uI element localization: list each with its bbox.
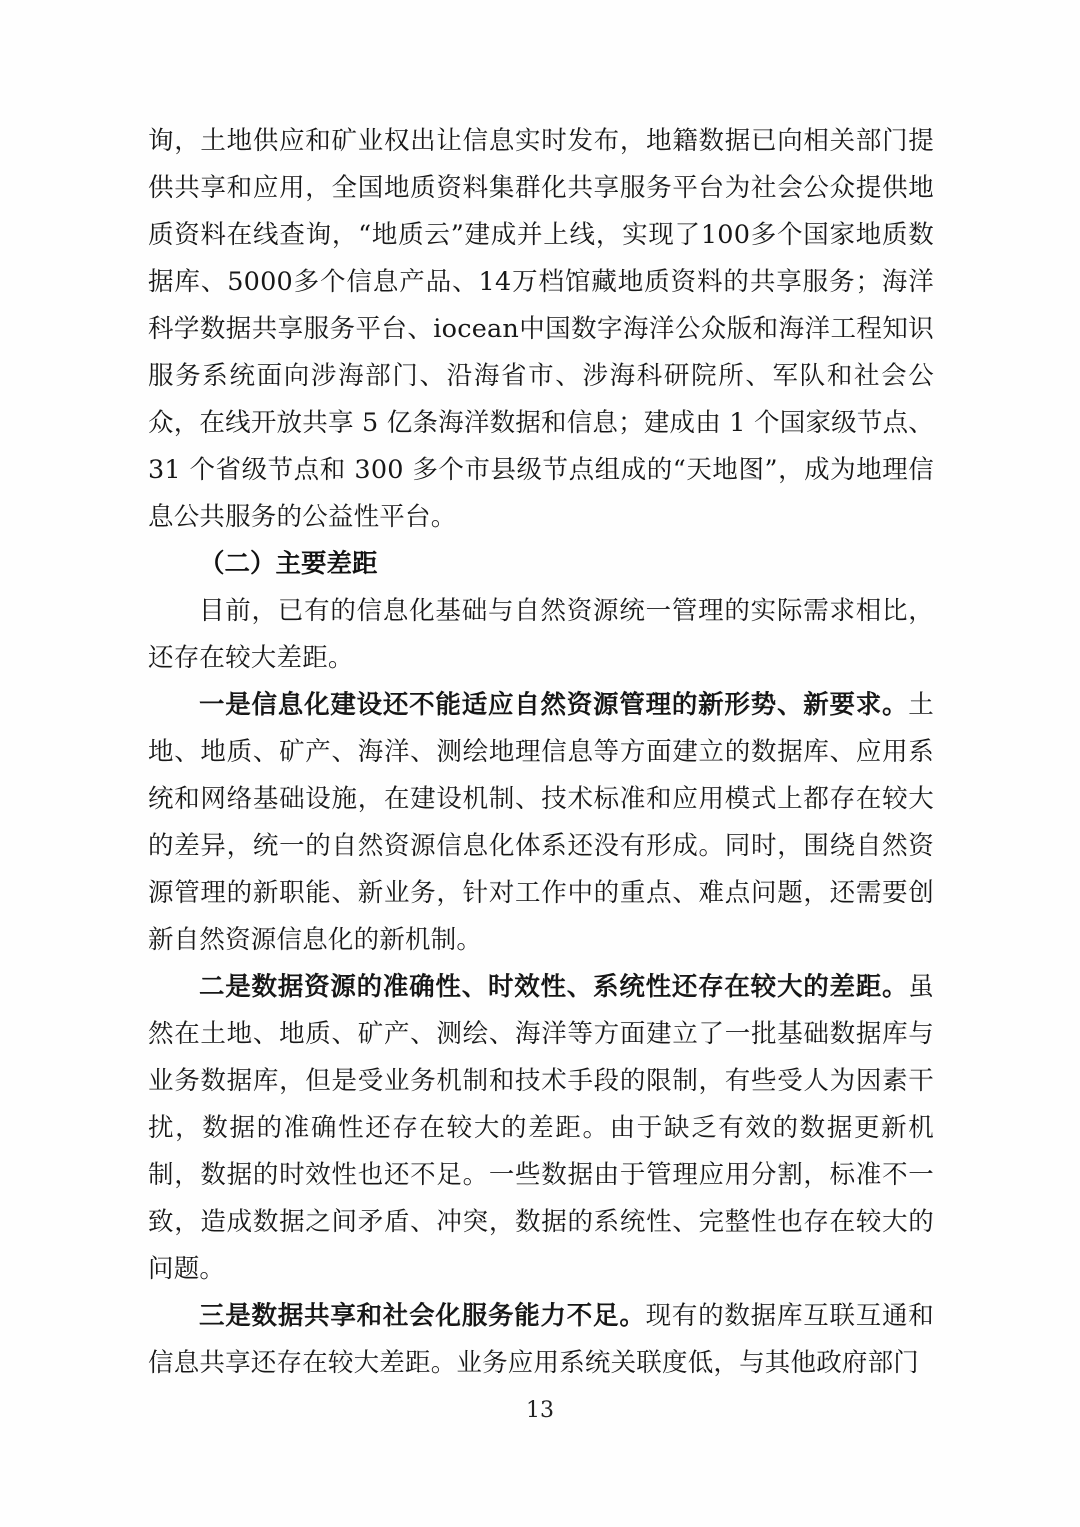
paragraph-point-two-body: 虽然在土地、地质、矿产、测绘、海洋等方面建立了一批基础数据库与业务数据库，但是受业务机制和技术手段的限制，有些受人为因素干扰，数据的准确性还存在较大的差距。由于缺乏有效的数据更新机制，数据的时效性也还不足。一些数据由于管理应用分割，标准不一致，造成数据之间矛盾、冲突，数据的系统性、完整性也存在较大的问题。 <box>148 972 934 1284</box>
paragraph-continued: 询，土地供应和矿业权出让信息实时发布，地籍数据已向相关部门提供共享和应用，全国地质资料集群化共享服务平台为社会公众提供地质资料在线查询，“地质云”建成并上线，实现了100多个国家地质数据库、5000多个信息产品、14万档馆藏地质资料的共享服务；海洋科学数据共享服务平台、iocean中国数字海洋公众版和海洋工程知识服务系统面向涉海部门、沿海省市、涉海科研院所、军队和社会公众，在线开放共享 5 亿条海洋数据和信息；建成由 1 个国家级节点、31 个省级节点和 300 多个市县级节点组成的“天地图”，成为地理信息公共服务的公益性平台。 <box>148 126 934 532</box>
paragraph-intro: 目前，已有的信息化基础与自然资源统一管理的实际需求相比，还存在较大差距。 <box>148 596 934 673</box>
paragraph-point-one-lead: 一是信息化建设还不能适应自然资源管理的新形势、新要求。 <box>199 690 909 720</box>
paragraph-point-one-body: 土地、地质、矿产、海洋、测绘地理信息等方面建立的数据库、应用系统和网络基础设施，在建设机制、技术标准和应用模式上都存在较大的差异，统一的自然资源信息化体系还没有形成。同时，围绕自然资源管理的新职能、新业务，针对工作中的重点、难点问题，还需要创新自然资源信息化的新机制。 <box>148 690 934 955</box>
section-heading: （二）主要差距 <box>199 549 378 579</box>
paragraph-point-three-lead: 三是数据共享和社会化服务能力不足。 <box>199 1301 646 1331</box>
paragraph-point-one <box>148 682 934 964</box>
page-number: 13 <box>526 1398 554 1423</box>
paragraph-point-three <box>148 1293 934 1387</box>
paragraph-point-two-lead: 二是数据资源的准确性、时效性、系统性还存在较大的差距。 <box>199 972 909 1002</box>
paragraph-point-three-body: 现有的数据库互联互通和信息共享还存在较大差距。业务应用系统关联度低，与其他政府部门 <box>148 1301 934 1378</box>
page-content <box>148 118 934 1387</box>
paragraph-point-two <box>148 964 934 1293</box>
